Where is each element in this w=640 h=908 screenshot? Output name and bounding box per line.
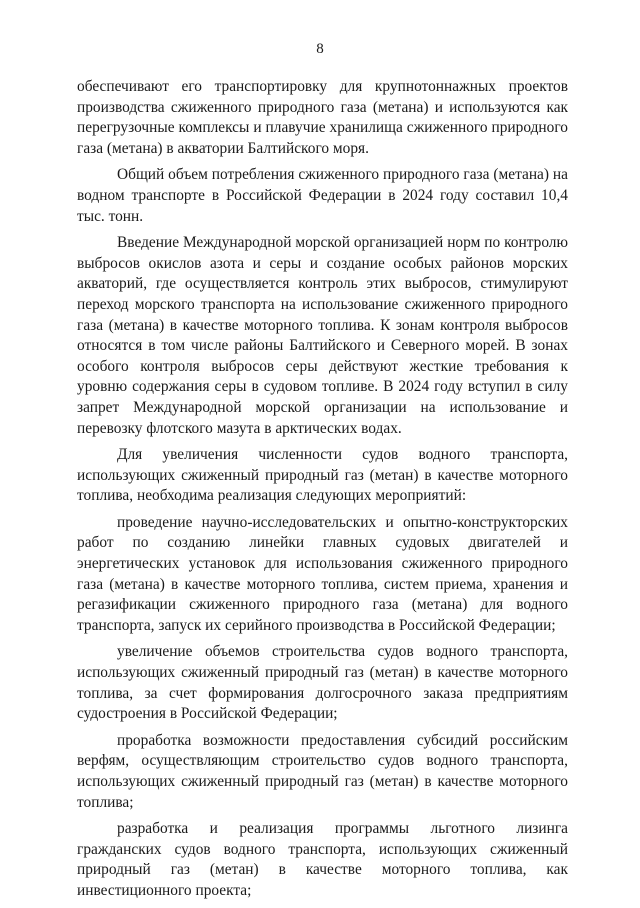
paragraph-measures-intro: Для увеличения численности судов водного транспорта, использующих сжиженный природный газ (метан) в качестве моторного топлива, необходима реализация следующих мероприятий: [77,446,568,505]
list-item-construction: увеличение объемов строительства судов водного транспорта, использующих сжиженный природный газ (метан) в качестве моторного топлива, за счет формирования долгосрочного заказа предприятиям судостроения в Российской Федерации; [77,643,568,723]
paragraph-consumption-volume: Общий объем потребления сжиженного природного газа (метана) на водном транспорте в Российской Федерации в 2024 году составил 10,4 тыс. тонн. [77,166,568,225]
paragraph-continuation: обеспечивают его транспортировку для крупнотоннажных проектов производства сжиженного природного газа (метана) и используются как перегрузочные комплексы и плавучие хранилища сжиженного природного газа (метана) в акватории Балтийского моря. [77,78,568,157]
paragraph-emission-control: Введение Международной морской организацией норм по контролю выбросов окислов азота и серы и создание особых районов морских акваторий, где осуществляется контроль этих выбросов, стимулируют переход морского транспорта на использование сжиженного природного газа (метана) в качестве моторного топлива. К зонам контроля выбросов относятся в том числе районы Балтийского и Северного морей. В зонах особого контроля выбросов серы действуют жесткие требования к уровню содержания серы в судовом топливе. В 2024 году вступил в силу запрет Международной морской организации на использование и перевозку флотского мазута в арктических водах. [77,234,568,437]
page-number: 8 [316,41,324,57]
list-item-leasing: разработка и реализация программы льготного лизинга гражданских судов водного транспорта, использующих сжиженный природный газ (метан) в качестве моторного топлива, как инвестиционного проекта; [77,820,568,899]
list-item-research: проведение научно-исследовательских и опытно-конструкторских работ по созданию линейки главных судовых двигателей и энергетических установок для использования сжиженного природного газа (метана) в качестве моторного топлива, систем приема, хранения и регазификации сжиженного природного газа (метана) для водного транспорта, запуск их серийного производства в Российской Федерации; [77,513,568,634]
list-item-subsidies: проработка возможности предоставления субсидий российским верфям, осуществляющим строительство судов водного транспорта, использующих сжиженный природный газ (метан) в качестве моторного топлива; [77,731,568,811]
document-body [77,77,568,908]
